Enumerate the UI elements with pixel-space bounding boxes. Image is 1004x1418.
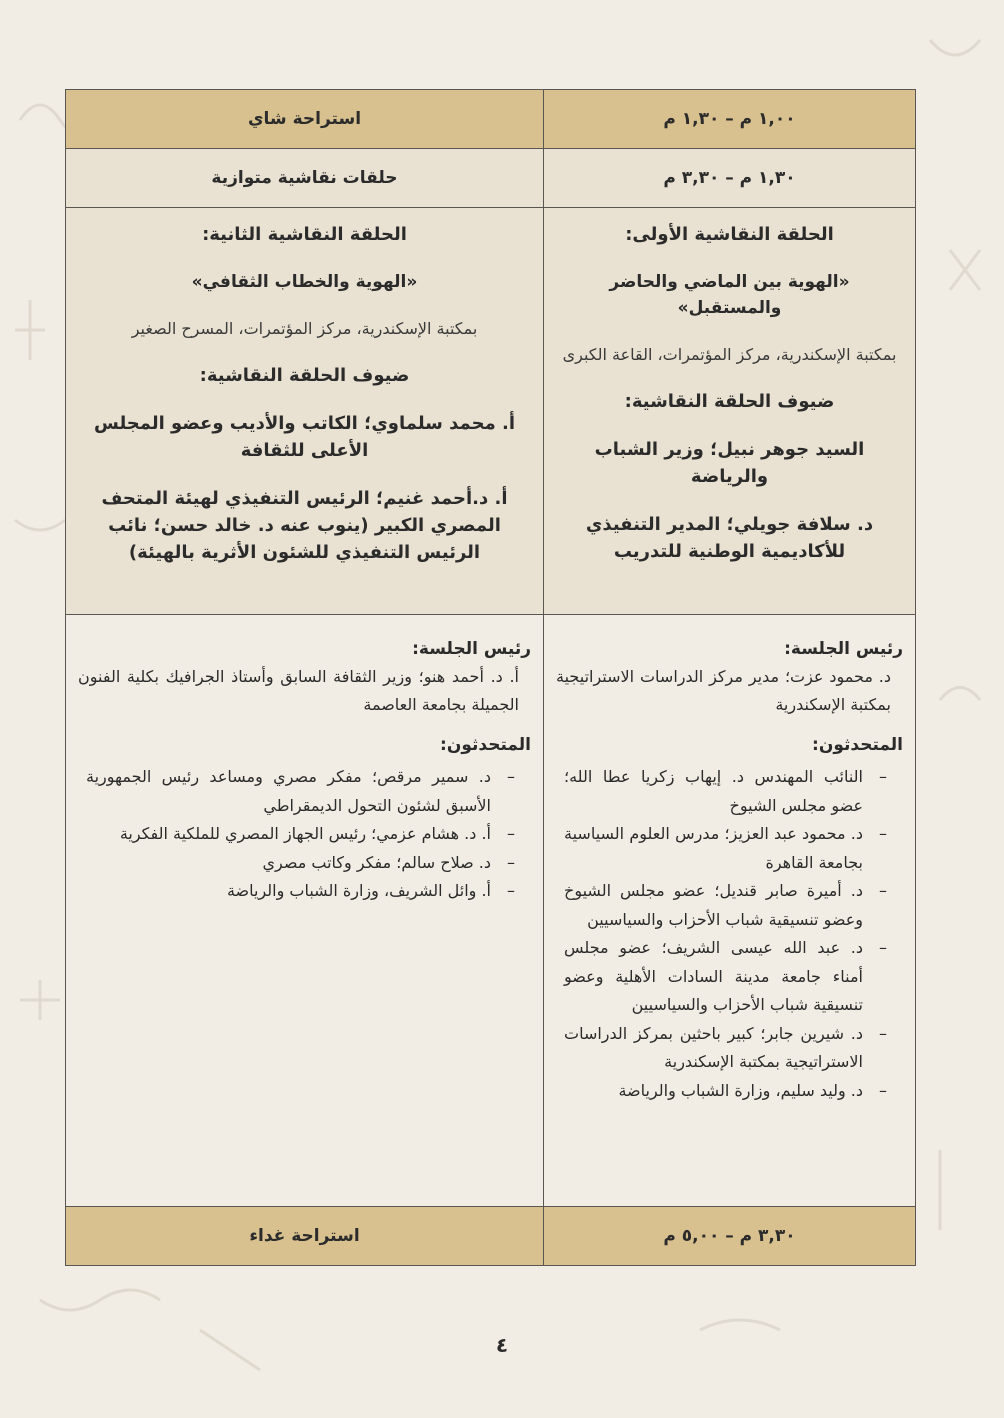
dash-bullet: –: [507, 881, 515, 900]
guest-item: أ. محمد سلماوي؛ الكاتب والأديب وعضو المجلس الأعلى للثقافة: [94, 413, 515, 461]
activity-cell: استراحة شاي: [66, 90, 544, 149]
list-item: [78, 877, 531, 906]
panel-location: بمكتبة الإسكندرية، مركز المؤتمرات، المسرح الصغير: [131, 319, 478, 338]
dash-bullet: –: [879, 1080, 887, 1100]
list-item: [556, 1077, 903, 1106]
list-item: [78, 820, 531, 849]
activity-cell: حلقات نقاشية متوازية: [66, 149, 544, 208]
dash-bullet: –: [879, 938, 887, 957]
speaker-text: د. أميرة صابر قنديل؛ عضو مجلس الشيوخ وعضو تنسيقية شباب الأحزاب والسياسيين: [564, 881, 863, 929]
tea-break-row: [66, 90, 916, 149]
list-item: [556, 763, 903, 820]
panel-title: «الهوية بين الماضي والحاضر والمستقبل»: [609, 272, 850, 318]
guest-item: د. سلافة جويلي؛ المدير التنفيذي للأكاديمية الوطنية للتدريب: [585, 514, 874, 562]
list-item: [556, 934, 903, 1020]
speakers-list: [78, 763, 531, 906]
list-item: [78, 763, 531, 820]
list-item: [556, 1020, 903, 1077]
speaker-text: أ. د. هشام عزمي؛ رئيس الجهاز المصري للملكية الفكرية: [119, 824, 491, 843]
dash-bullet: –: [879, 767, 887, 786]
dash-bullet: –: [879, 824, 887, 843]
session-two-roster: [66, 615, 544, 1207]
list-item: [78, 849, 531, 878]
speaker-text: د. محمود عبد العزيز؛ مدرس العلوم السياسية بجامعة القاهرة: [564, 824, 863, 872]
panel-two-cell: [66, 208, 544, 615]
page-number: ٤: [495, 1333, 509, 1357]
dash-bullet: –: [879, 1023, 887, 1043]
chair-label: رئيس الجلسة:: [412, 639, 531, 659]
guests-label: ضيوف الحلقة النقاشية:: [199, 365, 410, 386]
dash-bullet: –: [507, 767, 515, 786]
list-item: [556, 820, 903, 877]
list-item: [556, 877, 903, 934]
dash-bullet: –: [507, 852, 515, 872]
speaker-text: د. صلاح سالم؛ مفكر وكاتب مصري: [262, 852, 491, 872]
speaker-text: أ. وائل الشريف، وزارة الشباب والرياضة: [226, 881, 491, 900]
lunch-break-row: [66, 1207, 916, 1266]
speaker-text: د. شيرين جابر؛ كبير باحثين بمركز الدراسات الاستراتيجية بمكتبة الإسكندرية: [564, 1023, 863, 1071]
schedule-table: [65, 89, 916, 1266]
guest-item: السيد جوهر نبيل؛ وزير الشباب والرياضة: [594, 439, 865, 487]
speakers-list: [556, 763, 903, 1105]
time-cell: ١,٠٠ م – ١,٣٠ م: [544, 90, 916, 149]
chair-name: أ. د. أحمد هنو؛ وزير الثقافة السابق وأستاذ الجرافيك بكلية الفنون الجميلة بجامعة العاصمة: [78, 667, 519, 714]
panel-heading: الحلقة النقاشية الثانية:: [202, 224, 407, 245]
guest-item: أ. د.أحمد غنيم؛ الرئيس التنفيذي لهيئة المتحف المصري الكبير (ينوب عنه د. خالد حسن؛ نائب الرئيس التنفيذي للشئون الأثرية بالهيئة): [101, 488, 508, 563]
speaker-text: د. عبد الله عيسى الشريف؛ عضو مجلس أمناء جامعة مدينة السادات الأهلية وعضو تنسيقية شباب الأحزاب والسياسيين: [564, 938, 863, 1014]
panel-heading: الحلقة النقاشية الأولى:: [625, 224, 834, 245]
activity-cell: استراحة غداء: [66, 1207, 544, 1266]
panel-details-row: [66, 208, 916, 615]
panel-location: بمكتبة الإسكندرية، مركز المؤتمرات، القاعة الكبرى: [562, 345, 897, 364]
panels-row: [66, 149, 916, 208]
speaker-text: د. وليد سليم، وزارة الشباب والرياضة: [618, 1080, 863, 1100]
speaker-text: النائب المهندس د. إيهاب زكريا عطا الله؛ عضو مجلس الشيوخ: [564, 767, 863, 815]
speaker-text: د. سمير مرقص؛ مفكر مصري ومساعد رئيس الجمهورية الأسبق لشئون التحول الديمقراطي: [86, 767, 491, 815]
speakers-label: المتحدثون:: [440, 735, 531, 755]
session-one-roster: [544, 615, 916, 1207]
chair-name: د. محمود عزت؛ مدير مركز الدراسات الاستراتيجية بمكتبة الإسكندرية: [556, 667, 891, 714]
time-cell: ١,٣٠ م – ٣,٣٠ م: [544, 149, 916, 208]
session-roster-row: [66, 615, 916, 1207]
chair-label: رئيس الجلسة:: [784, 639, 903, 659]
time-cell: ٣,٣٠ م – ٥,٠٠ م: [544, 1207, 916, 1266]
guests-label: ضيوف الحلقة النقاشية:: [624, 391, 835, 412]
speakers-label: المتحدثون:: [812, 735, 903, 755]
panel-one-cell: [544, 208, 916, 615]
dash-bullet: –: [879, 881, 887, 900]
dash-bullet: –: [507, 824, 515, 843]
panel-title: «الهوية والخطاب الثقافي»: [191, 272, 418, 292]
